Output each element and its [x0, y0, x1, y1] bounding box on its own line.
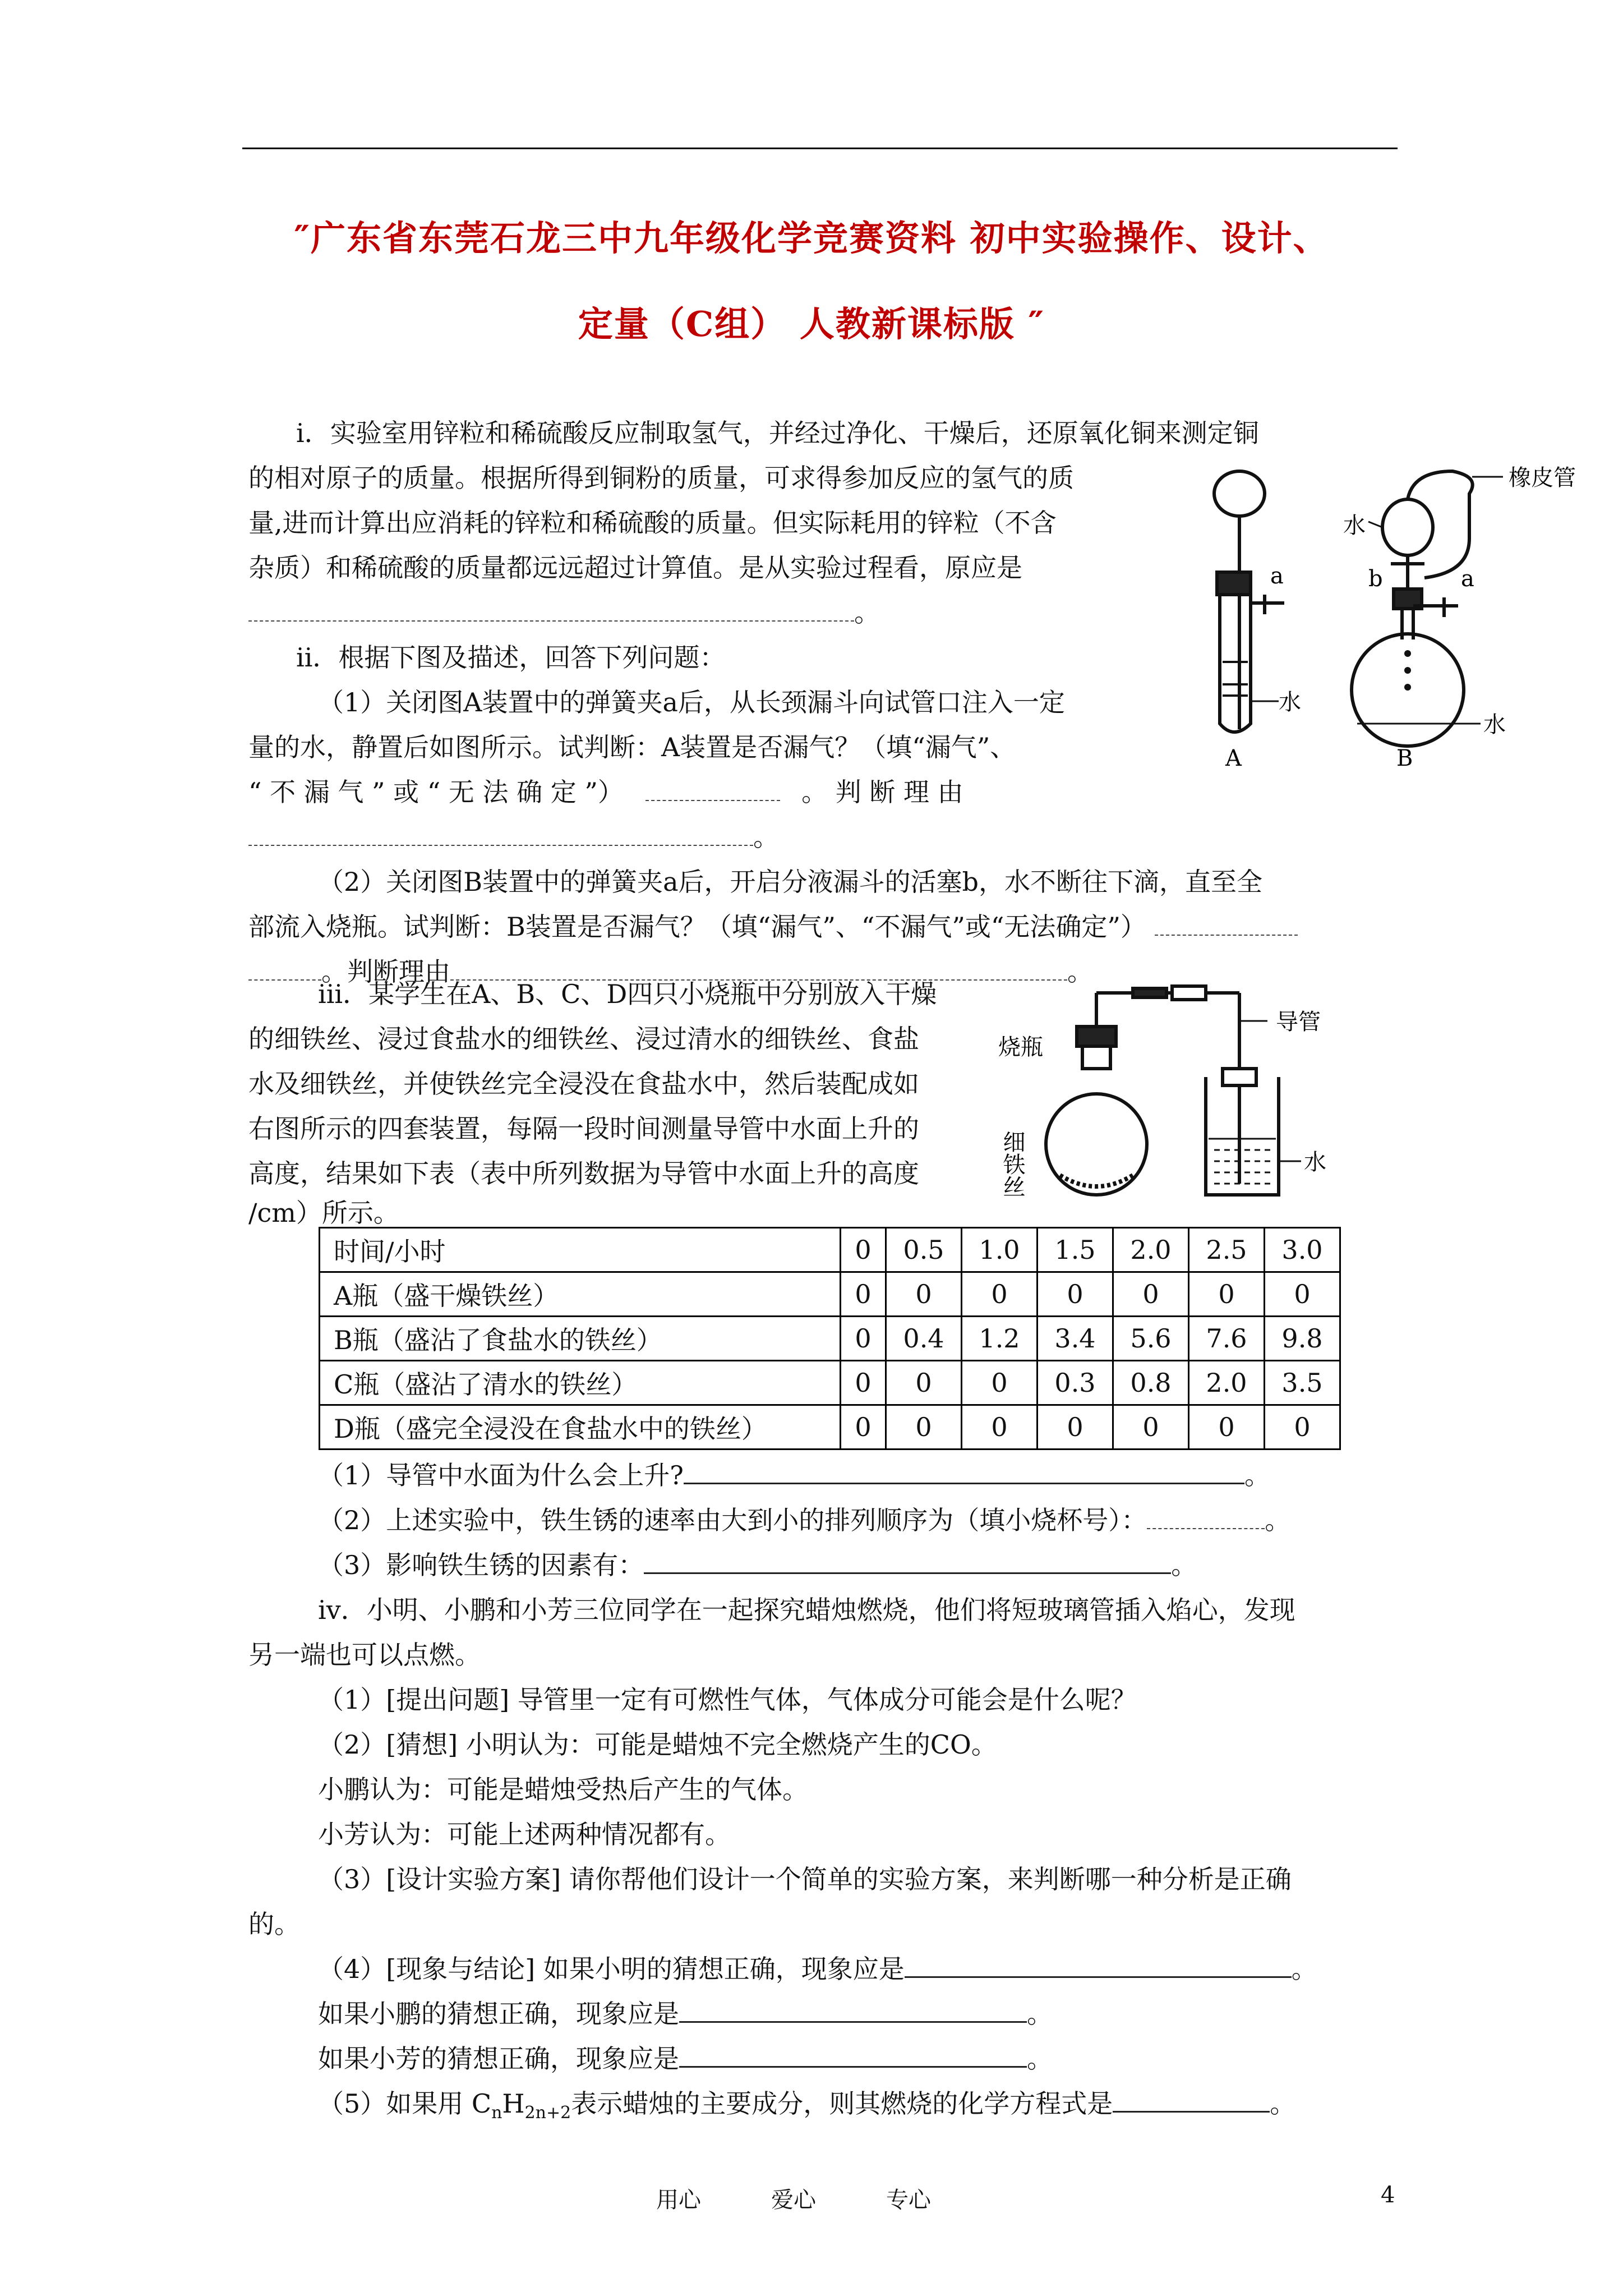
q3-line-5: 高度，结果如下表（表中所列数据为导管中水面上升的高度	[248, 1158, 919, 1189]
q4-sub-4c-blank[interactable]	[679, 2045, 1027, 2068]
q3-line-2: 的细铁丝、浸过食盐水的细铁丝、浸过清水的细铁丝、食盐	[248, 1024, 919, 1054]
q1-answer-line: 。	[248, 590, 880, 635]
table-row	[320, 1361, 1340, 1405]
q4-sub-5-blank[interactable]	[1113, 2090, 1270, 2113]
table-cell: 0	[841, 1361, 886, 1405]
q1-line-1: i．实验室用锌粒和稀硫酸反应制取氢气，并经过净化、干燥后，还原氧化铜来测定铜	[296, 418, 1259, 448]
table-cell: 0	[962, 1405, 1038, 1450]
footer-item-3: 专心	[886, 2187, 931, 2213]
footer-item-2: 爱心	[771, 2187, 816, 2213]
table-cell: 0	[886, 1272, 962, 1317]
table-cell: 0	[841, 1228, 886, 1272]
q1-line-3: 量,进而计算出应消耗的锌粒和稀硫酸的质量。但实际耗用的锌粒（不含	[248, 508, 1057, 538]
table-cell: 0	[886, 1361, 962, 1405]
table-cell: 0	[1265, 1405, 1340, 1450]
document-title-line2: 定量（C组） 人教新课标版 ″	[578, 303, 1045, 344]
q3-line-3: 水及细铁丝，并使铁丝完全浸没在食盐水中，然后装配成如	[248, 1069, 919, 1099]
table-cell: 0.3	[1038, 1361, 1113, 1405]
table-cell: D瓶（盛完全浸没在食盐水中的铁丝）	[320, 1405, 841, 1450]
q4-sub-4-blank[interactable]	[905, 1955, 1292, 1978]
stopcock-label-b: b	[1368, 566, 1383, 592]
table-cell: 5.6	[1113, 1317, 1189, 1361]
q4-line-2: 另一端也可以点燃。	[248, 1640, 481, 1670]
table-cell: A瓶（盛干燥铁丝）	[320, 1272, 841, 1317]
q1-answer-blank[interactable]	[248, 599, 854, 622]
clip-label-a-left: a	[1270, 563, 1284, 589]
q2-p1-line-3: “ 不 漏 气 ” 或 “ 无 法 确 定 ”） 。 判 断 理 由	[248, 777, 963, 807]
table-cell: 0	[962, 1272, 1038, 1317]
q4-sub-2b: 小鹏认为：可能是蜡烛受热后产生的气体。	[318, 1774, 808, 1805]
document-title-line1: ″广东省东莞石龙三中九年级化学竞赛资料 初中实验操作、设计、	[294, 218, 1329, 259]
table-cell: 1.5	[1038, 1228, 1113, 1272]
apparatus-a	[1214, 471, 1284, 732]
water-label-b-bottom: 水	[1483, 712, 1506, 738]
flask-label: 烧瓶	[998, 1034, 1043, 1060]
table-cell: 0	[841, 1405, 886, 1450]
table-row	[320, 1317, 1340, 1361]
table-cell: 3.5	[1265, 1361, 1340, 1405]
table-cell: 0	[1113, 1405, 1189, 1450]
q4-sub-2: （2）[猜想] 小明认为：可能是蜡烛不完全燃烧产生的CO。	[318, 1729, 997, 1760]
q4-sub-1: （1）[提出问题] 导管里一定有可燃性气体，气体成分可能会是什么呢？	[318, 1685, 1137, 1715]
q2-p2-line-1: （2）关闭图B装置中的弹簧夹a后，开启分液漏斗的活塞b，水不断往下滴，直至全	[318, 867, 1262, 897]
q2-p1-line-1: （1）关闭图A装置中的弹簧夹a后，从长颈漏斗向试管口注入一定	[318, 687, 1065, 717]
q4-sub-3-line-2: 的。	[248, 1909, 300, 1939]
q4-sub-4b-blank[interactable]	[679, 2000, 1027, 2023]
table-row	[320, 1272, 1340, 1317]
q4-sub-4b: 如果小鹏的猜想正确，现象应是 。	[318, 1999, 1053, 2029]
header-rule	[242, 148, 1398, 149]
table-cell: 3.0	[1265, 1228, 1340, 1272]
water-label-a: 水	[1279, 689, 1301, 715]
q3-sub-3: （3）影响铁生锈的因素有： 。	[318, 1550, 1197, 1580]
table-cell: 0.8	[1113, 1361, 1189, 1405]
q4-line-1: iv．小明、小鹏和小芳三位同学在一起探究蜡烛燃烧，他们将短玻璃管插入焰心，发现	[318, 1595, 1295, 1625]
q2-a-reason-blank[interactable]	[248, 823, 753, 846]
q4-sub-4: （4）[现象与结论] 如果小明的猜想正确，现象应是 。	[318, 1954, 1317, 1984]
water-label-b-top: 水	[1343, 513, 1366, 539]
figure-leak-test-apparatus	[1166, 460, 1615, 774]
q3-sub-3-blank[interactable]	[644, 1551, 1171, 1574]
table-cell: 0	[1189, 1272, 1265, 1317]
table-cell: 时间/小时	[320, 1228, 841, 1272]
table-cell: 0	[1189, 1405, 1265, 1450]
rusting-apparatus-drawing	[1046, 986, 1301, 1195]
table-cell: 0	[962, 1361, 1038, 1405]
q2-b-leak-blank-part2[interactable]	[248, 958, 321, 981]
q4-sub-2c: 小芳认为：可能上述两种情况都有。	[318, 1819, 731, 1849]
q1-line-4: 杂质）和稀硫酸的质量都远远超过计算值。是从实验过程看，原应是	[248, 553, 1022, 583]
table-cell: 0	[841, 1272, 886, 1317]
table-cell: 0	[1038, 1272, 1113, 1317]
table-row	[320, 1405, 1340, 1450]
clip-label-a-right: a	[1461, 566, 1474, 592]
page-number: 4	[1381, 2182, 1395, 2208]
tube-label: 导管	[1276, 1009, 1321, 1035]
table-cell: 0	[1265, 1272, 1340, 1317]
q3-sub-2-blank[interactable]	[1147, 1507, 1265, 1529]
q3-sub-1: （1）导管中水面为什么会上升? 。	[318, 1460, 1270, 1490]
table-cell: 1.0	[962, 1228, 1038, 1272]
table-cell: 3.4	[1038, 1317, 1113, 1361]
table-cell: 0	[1113, 1272, 1189, 1317]
rubber-tube-label: 橡皮管	[1509, 465, 1576, 491]
q3-line-1: iii．某学生在A、B、C、D四只小烧瓶中分别放入干燥	[318, 979, 937, 1009]
figure-label-b: B	[1396, 746, 1413, 771]
table-cell: 2.0	[1113, 1228, 1189, 1272]
droplet-3	[1404, 684, 1411, 691]
q3-line-6: /cm）所示。	[248, 1198, 399, 1228]
q4-sub-5: （5）如果用 $C_nH_{2n+2}$表示蜡烛的主要成分，则其燃烧的化学方程式是 。	[318, 2088, 1296, 2123]
droplet-1	[1404, 650, 1411, 657]
droplet-2	[1404, 667, 1411, 674]
figure-rusting-apparatus	[998, 976, 1335, 1223]
q4-sub-3-line-1: （3）[设计实验方案] 请你帮他们设计一个简单的实验方案，来判断哪一种分析是正确	[318, 1864, 1292, 1894]
table-cell: B瓶（盛沾了食盐水的铁丝）	[320, 1317, 841, 1361]
table-header-row	[320, 1228, 1340, 1272]
q2-p2-line-3: 。判断理由 。	[248, 949, 1093, 994]
q3-sub-1-blank[interactable]	[684, 1461, 1244, 1484]
table-cell: 7.6	[1189, 1317, 1265, 1361]
table-cell: 1.2	[962, 1317, 1038, 1361]
rust-data-table	[319, 1227, 1341, 1450]
q2-p2-line-2: 部流入烧瓶。试判断：B装置是否漏气？（填“漏气”、“不漏气”或“无法确定”）	[248, 904, 1298, 949]
table-cell: 2.0	[1189, 1361, 1265, 1405]
iron-wire-label: 细铁丝	[999, 1130, 1025, 1198]
table-cell: 0.4	[886, 1317, 962, 1361]
table-cell: 2.5	[1189, 1228, 1265, 1272]
q1-line-2: 的相对原子的质量。根据所得到铜粉的质量，可求得参加反应的氢气的质	[248, 463, 1074, 493]
q2-intro: ii．根据下图及描述，回答下列问题：	[296, 642, 726, 673]
table-cell: 9.8	[1265, 1317, 1340, 1361]
q2-a-leak-blank[interactable]	[645, 779, 780, 801]
q3-sub-2: （2）上述实验中，铁生锈的速率由大到小的排列顺序为（填小烧杯号）： 。	[318, 1505, 1291, 1535]
table-cell: 0	[841, 1317, 886, 1361]
table-cell: 0	[1038, 1405, 1113, 1450]
apparatus-b	[1352, 471, 1503, 746]
q2-p1-line-2: 量的水，静置后如图所示。试判断：A装置是否漏气？（填“漏气”、	[248, 732, 1016, 762]
table-cell: 0.5	[886, 1228, 962, 1272]
water-label: 水	[1304, 1149, 1326, 1175]
q2-b-leak-blank-part1[interactable]	[1155, 913, 1298, 936]
figure-label-a: A	[1225, 746, 1242, 771]
q2-p1-reason-line: 。	[248, 815, 779, 859]
q4-sub-4c: 如果小芳的猜想正确，现象应是 。	[318, 2044, 1053, 2074]
footer-item-1: 用心	[656, 2187, 701, 2213]
table-cell: C瓶（盛沾了清水的铁丝）	[320, 1361, 841, 1405]
q3-line-4: 右图所示的四套装置，每隔一段时间测量导管中水面上升的	[248, 1114, 919, 1144]
table-cell: 0	[886, 1405, 962, 1450]
